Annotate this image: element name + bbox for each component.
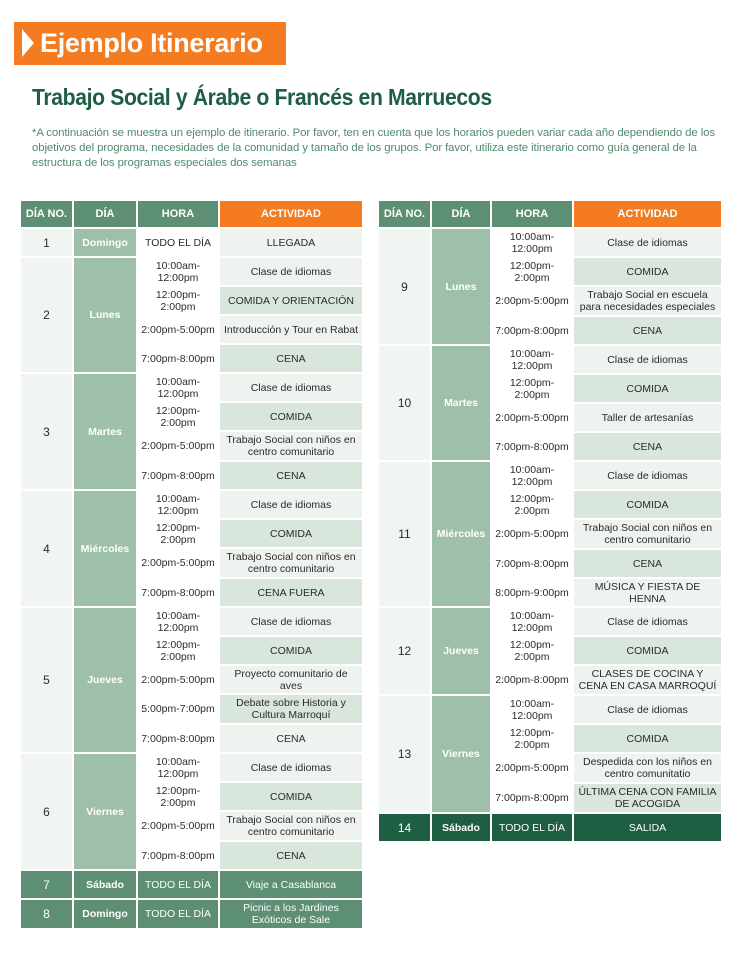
activity-cell: Clase de idiomas <box>574 346 721 373</box>
day-name: Martes <box>432 346 490 460</box>
table-row <box>21 549 362 577</box>
activity-cell: SALIDA <box>574 814 721 841</box>
table-row <box>21 258 362 285</box>
table-row <box>21 842 362 869</box>
table-row <box>21 783 362 810</box>
table-row <box>21 871 362 898</box>
activity-cell: Trabajo Social con niños en centro comunitario <box>220 812 362 840</box>
time-cell: 12:00pm-2:00pm <box>138 403 218 430</box>
day-name: Martes <box>74 374 136 489</box>
time-cell: TODO EL DÍA <box>138 871 218 898</box>
time-cell: 7:00pm-8:00pm <box>138 345 218 372</box>
activity-cell: CENA <box>220 725 362 752</box>
time-cell: 10:00am-12:00pm <box>492 462 572 489</box>
time-cell: 10:00am-12:00pm <box>138 258 218 285</box>
time-cell: 10:00am-12:00pm <box>138 608 218 635</box>
day-name: Jueves <box>74 608 136 752</box>
time-cell: 10:00am-12:00pm <box>492 608 572 635</box>
time-cell: 2:00pm-5:00pm <box>138 432 218 460</box>
table-row <box>379 637 721 664</box>
time-cell: 12:00pm-2:00pm <box>138 783 218 810</box>
day-name: Lunes <box>74 258 136 372</box>
table-row <box>21 695 362 723</box>
time-cell: 10:00am-12:00pm <box>138 754 218 781</box>
day-name: Sábado <box>432 814 490 841</box>
activity-cell: Clase de idiomas <box>574 608 721 635</box>
table-row <box>379 579 721 606</box>
activity-cell: Clase de idiomas <box>220 374 362 401</box>
activity-cell: CENA FUERA <box>220 579 362 606</box>
time-cell: 10:00am-12:00pm <box>492 346 572 373</box>
time-cell: 7:00pm-8:00pm <box>492 317 572 344</box>
activity-cell: Trabajo Social con niños en centro comunitario <box>574 520 721 548</box>
table-row <box>379 666 721 694</box>
time-cell: 12:00pm-2:00pm <box>492 258 572 285</box>
table-row <box>379 346 721 373</box>
header-day: DÍA <box>74 201 136 227</box>
day-name: Miércoles <box>432 462 490 606</box>
activity-cell: Introducción y Tour en Rabat <box>220 316 362 343</box>
table-header-row <box>21 201 362 227</box>
activity-cell: Debate sobre Historia y Cultura Marroquí <box>220 695 362 723</box>
itinerary-table-right <box>377 199 723 843</box>
day-number: 1 <box>21 229 72 256</box>
day-name: Jueves <box>432 608 490 694</box>
table-row <box>21 637 362 664</box>
activity-cell: ÚLTIMA CENA CON FAMILIA DE ACOGIDA <box>574 784 721 812</box>
time-cell: 10:00am-12:00pm <box>492 229 572 256</box>
activity-cell: COMIDA <box>220 637 362 664</box>
activity-cell: CENA <box>220 462 362 489</box>
time-cell: 7:00pm-8:00pm <box>138 842 218 869</box>
page-title: Ejemplo Itinerario <box>40 28 263 58</box>
day-number: 3 <box>21 374 72 489</box>
day-number: 8 <box>21 900 72 928</box>
activity-cell: COMIDA <box>574 725 721 752</box>
table-row <box>379 258 721 285</box>
table-row <box>379 608 721 635</box>
time-cell: 7:00pm-8:00pm <box>138 462 218 489</box>
table-row <box>379 754 721 782</box>
time-cell: 10:00am-12:00pm <box>138 374 218 401</box>
table-row <box>379 229 721 256</box>
time-cell: 7:00pm-8:00pm <box>138 725 218 752</box>
time-cell: 2:00pm-5:00pm <box>138 549 218 577</box>
time-cell: 12:00pm-2:00pm <box>138 287 218 314</box>
header-activity: ACTIVIDAD <box>220 201 362 227</box>
activity-cell: COMIDA <box>220 783 362 810</box>
time-cell: 7:00pm-8:00pm <box>492 433 572 460</box>
time-cell: 2:00pm-5:00pm <box>492 754 572 782</box>
activity-cell: COMIDA <box>574 258 721 285</box>
table-row <box>21 725 362 752</box>
day-number: 14 <box>379 814 430 841</box>
activity-cell: MÚSICA Y FIESTA DE HENNA <box>574 579 721 606</box>
table-row <box>379 317 721 344</box>
activity-cell: Despedida con los niños en centro comunitatio <box>574 754 721 782</box>
activity-cell: Clase de idiomas <box>574 696 721 723</box>
time-cell: 12:00pm-2:00pm <box>138 637 218 664</box>
header-time: HORA <box>138 201 218 227</box>
table-row <box>21 229 362 256</box>
time-cell: 7:00pm-8:00pm <box>492 784 572 812</box>
time-cell: 12:00pm-2:00pm <box>492 637 572 664</box>
time-cell: 12:00pm-2:00pm <box>138 520 218 547</box>
time-cell: TODO EL DÍA <box>138 229 218 256</box>
day-name: Lunes <box>432 229 490 344</box>
time-cell: 8:00pm-9:00pm <box>492 579 572 606</box>
table-row <box>21 287 362 314</box>
time-cell: 5:00pm-7:00pm <box>138 695 218 723</box>
time-cell: 2:00pm-5:00pm <box>138 666 218 693</box>
day-name: Domingo <box>74 229 136 256</box>
day-number: 4 <box>21 491 72 606</box>
activity-cell: CENA <box>220 345 362 372</box>
time-cell: TODO EL DÍA <box>138 900 218 928</box>
activity-cell: Clase de idiomas <box>220 608 362 635</box>
table-row <box>379 725 721 752</box>
time-cell: 10:00am-12:00pm <box>492 696 572 723</box>
activity-cell: Trabajo Social en escuela para necesidades especiales <box>574 287 721 315</box>
day-name: Domingo <box>74 900 136 928</box>
day-number: 13 <box>379 696 430 812</box>
table-row <box>21 432 362 460</box>
itinerary-table-left <box>19 199 364 930</box>
program-subtitle: Trabajo Social y Árabe o Francés en Marruecos <box>32 84 492 110</box>
time-cell: TODO EL DÍA <box>492 814 572 841</box>
activity-cell: Clase de idiomas <box>220 258 362 285</box>
table-row <box>21 345 362 372</box>
table-row <box>21 520 362 547</box>
table-row <box>21 374 362 401</box>
table-row <box>21 812 362 840</box>
table-row <box>21 316 362 343</box>
activity-cell: COMIDA Y ORIENTACIÓN <box>220 287 362 314</box>
header-day: DÍA <box>432 201 490 227</box>
time-cell: 12:00pm-2:00pm <box>492 725 572 752</box>
activity-cell: Trabajo Social con niños en centro comunitario <box>220 432 362 460</box>
table-row <box>379 520 721 548</box>
table-row <box>379 462 721 489</box>
table-row <box>379 550 721 577</box>
activity-cell: COMIDA <box>574 491 721 518</box>
day-number: 5 <box>21 608 72 752</box>
day-name: Viernes <box>432 696 490 812</box>
day-number: 11 <box>379 462 430 606</box>
table-row <box>21 608 362 635</box>
activity-cell: Clase de idiomas <box>220 754 362 781</box>
header-time: HORA <box>492 201 572 227</box>
activity-cell: Clase de idiomas <box>220 491 362 518</box>
day-number: 7 <box>21 871 72 898</box>
time-cell: 2:00pm-5:00pm <box>492 287 572 315</box>
header-day-no: DÍA NO. <box>21 201 72 227</box>
time-cell: 12:00pm-2:00pm <box>492 491 572 518</box>
header-day-no: DÍA NO. <box>379 201 430 227</box>
day-number: 12 <box>379 608 430 694</box>
table-row <box>21 900 362 928</box>
time-cell: 7:00pm-8:00pm <box>138 579 218 606</box>
itinerary-note: *A continuación se muestra un ejemplo de itinerario. Por favor, ten en cuenta que los horarios pueden variar cada año dependiendo de los objetivos del programa, necesidades de la comunidad y tamaño de los grupos. Por favor, utiliza este itinerario como guía general de la estructura de los programas especiales dos semanas <box>32 127 715 169</box>
activity-cell: COMIDA <box>220 403 362 430</box>
activity-cell: LLEGADA <box>220 229 362 256</box>
time-cell: 2:00pm-5:00pm <box>138 812 218 840</box>
activity-cell: CLASES DE COCINA Y CENA EN CASA MARROQUÍ <box>574 666 721 694</box>
activity-cell: Trabajo Social con niños en centro comunitario <box>220 549 362 577</box>
day-number: 6 <box>21 754 72 869</box>
table-row <box>21 754 362 781</box>
table-row <box>379 375 721 402</box>
day-name: Miércoles <box>74 491 136 606</box>
activity-cell: Taller de artesanías <box>574 404 721 431</box>
day-number: 10 <box>379 346 430 460</box>
day-name: Viernes <box>74 754 136 869</box>
table-row <box>21 491 362 518</box>
time-cell: 10:00am-12:00pm <box>138 491 218 518</box>
table-row <box>379 287 721 315</box>
activity-cell: COMIDA <box>220 520 362 547</box>
table-row <box>21 462 362 489</box>
activity-cell: Clase de idiomas <box>574 462 721 489</box>
activity-cell: COMIDA <box>574 375 721 402</box>
table-row <box>21 403 362 430</box>
table-row <box>379 784 721 812</box>
time-cell: 2:00pm-5:00pm <box>492 520 572 548</box>
time-cell: 2:00pm-5:00pm <box>492 404 572 431</box>
activity-cell: COMIDA <box>574 637 721 664</box>
activity-cell: CENA <box>574 433 721 460</box>
table-row <box>379 696 721 723</box>
day-name: Sábado <box>74 871 136 898</box>
activity-cell: CENA <box>574 317 721 344</box>
activity-cell: Proyecto comunitario de aves <box>220 666 362 693</box>
activity-cell: CENA <box>574 550 721 577</box>
time-cell: 12:00pm-2:00pm <box>492 375 572 402</box>
table-row <box>379 433 721 460</box>
day-number: 2 <box>21 258 72 372</box>
header-activity: ACTIVIDAD <box>574 201 721 227</box>
time-cell: 2:00pm-5:00pm <box>138 316 218 343</box>
chevron-right-icon <box>22 29 34 57</box>
activity-cell: Picnic a los Jardines Exóticos de Sale <box>220 900 362 928</box>
activity-cell: Viaje a Casablanca <box>220 871 362 898</box>
activity-cell: CENA <box>220 842 362 869</box>
table-row <box>21 666 362 693</box>
table-row <box>21 579 362 606</box>
table-row <box>379 404 721 431</box>
time-cell: 7:00pm-8:00pm <box>492 550 572 577</box>
table-header-row <box>379 201 721 227</box>
time-cell: 2:00pm-8:00pm <box>492 666 572 694</box>
activity-cell: Clase de idiomas <box>574 229 721 256</box>
table-row <box>379 491 721 518</box>
day-number: 9 <box>379 229 430 344</box>
table-row <box>379 814 721 841</box>
